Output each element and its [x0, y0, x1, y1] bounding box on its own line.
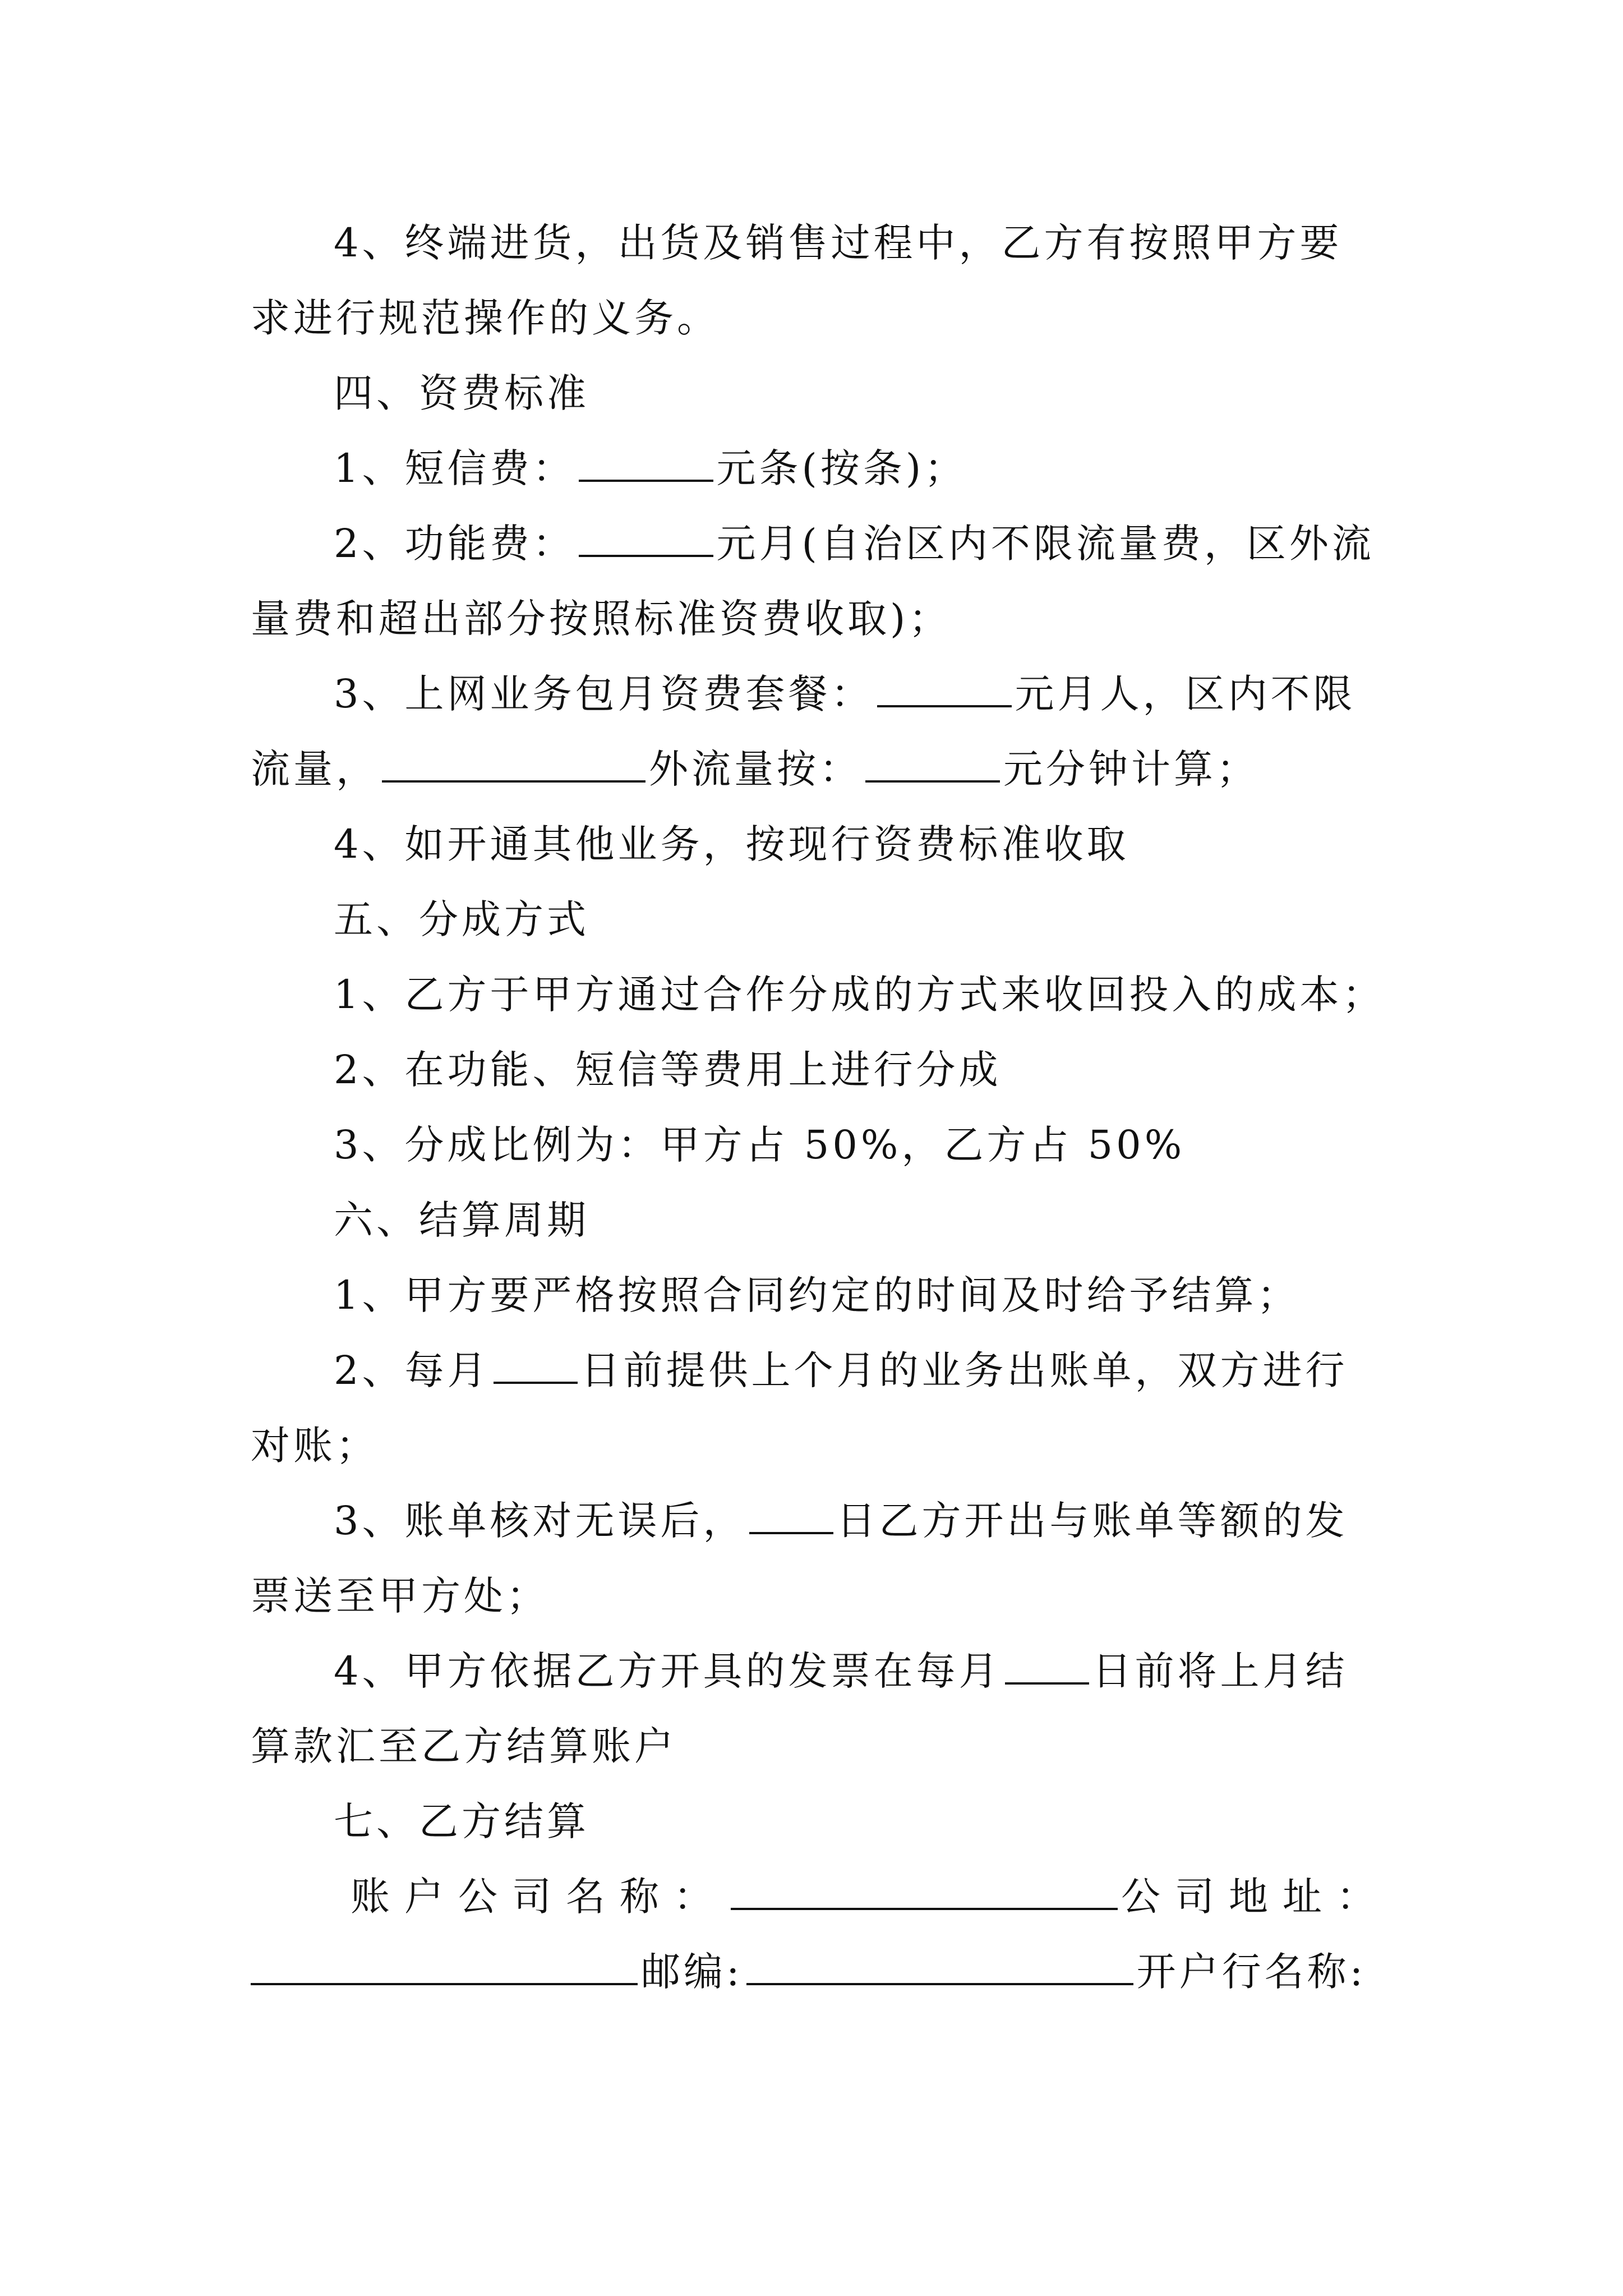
paragraph-line — [351, 1871, 1416, 1922]
section-heading — [334, 368, 1399, 418]
text: 日前提供上个月的业务出账单，双方进行 — [580, 1347, 1348, 1393]
paragraph-line — [251, 293, 1395, 343]
text: 开户行名称: — [1136, 1949, 1367, 1995]
text: 4、如开通其他业务，按现行资费标准收取 — [334, 821, 1129, 867]
text: 2、每月 — [334, 1347, 490, 1393]
fill-in-blank — [579, 446, 713, 482]
fill-in-blank — [251, 1949, 638, 1985]
text: 2、功能费： — [334, 521, 575, 567]
text: 邮编: — [641, 1949, 743, 1995]
fill-in-blank — [746, 1949, 1133, 1985]
fill-in-blank — [579, 521, 713, 557]
text: 元条(按条)； — [716, 445, 967, 491]
fill-in-blank — [494, 1348, 578, 1384]
paragraph-line — [251, 1571, 1395, 1621]
paragraph-line — [251, 1420, 1395, 1471]
paragraph-line — [334, 218, 1399, 268]
text: 元月(自治区内不限流量费，区外流 — [716, 521, 1375, 567]
fill-in-blank — [382, 747, 645, 783]
text: 4、甲方依据乙方开具的发票在每月 — [334, 1648, 1002, 1694]
paragraph-line — [334, 969, 1399, 1020]
text: 日乙方开出与账单等额的发 — [836, 1498, 1348, 1544]
text: 1、短信费： — [334, 445, 575, 491]
heading-text: 四、资费标准 — [334, 370, 589, 416]
paragraph-line — [334, 1045, 1399, 1095]
text: 求进行规范操作的义务。 — [251, 295, 720, 341]
text: 票送至甲方处； — [251, 1573, 549, 1619]
paragraph-line — [251, 1947, 1395, 1997]
text: 3、账单核对无误后， — [334, 1498, 746, 1544]
text: 量费和超出部分按照标准资费收取)； — [251, 596, 952, 642]
text: 元月人，区内不限 — [1015, 671, 1356, 717]
text: 算款汇至乙方结算账户 — [251, 1723, 677, 1769]
text: 1、甲方要严格按照合同约定的时间及时给予结算； — [334, 1272, 1300, 1318]
text: 公司地址： — [1121, 1874, 1390, 1920]
paragraph-line — [334, 1120, 1399, 1170]
fill-in-blank — [749, 1498, 833, 1534]
text: 日前将上月结 — [1092, 1648, 1348, 1694]
paragraph-line — [251, 744, 1395, 794]
paragraph-line — [334, 443, 1399, 494]
text: 2、在功能、短信等费用上进行分成 — [334, 1047, 1002, 1093]
text: 4、终端进货，出货及销售过程中，乙方有按照甲方要 — [334, 220, 1343, 266]
heading-text: 六、结算周期 — [334, 1197, 589, 1243]
fill-in-blank — [865, 747, 1000, 783]
fill-in-blank — [731, 1874, 1118, 1910]
paragraph-line — [251, 593, 1395, 644]
fill-in-blank — [1005, 1649, 1089, 1685]
text: 外流量按： — [649, 746, 862, 792]
fill-in-blank — [877, 671, 1012, 707]
text: 对账； — [251, 1423, 379, 1469]
text: 账户公司名称： — [351, 1874, 727, 1920]
paragraph-line — [334, 819, 1399, 869]
heading-text: 七、乙方结算 — [334, 1798, 589, 1844]
heading-text: 五、分成方式 — [334, 896, 589, 942]
section-heading — [334, 1195, 1399, 1245]
section-heading — [334, 894, 1399, 945]
text: 1、乙方于甲方通过合作分成的方式来收回投入的成本； — [334, 972, 1385, 1018]
text: 3、上网业务包月资费套餐： — [334, 671, 874, 717]
paragraph-line — [251, 1721, 1395, 1772]
paragraph-line — [334, 669, 1399, 719]
text: 3、分成比例为：甲方占 50%，乙方占 50% — [334, 1122, 1186, 1168]
section-heading — [334, 1796, 1399, 1847]
paragraph-line — [334, 1646, 1399, 1696]
paragraph-line — [334, 1496, 1399, 1546]
paragraph-line — [334, 1345, 1399, 1396]
paragraph-line — [334, 1270, 1399, 1320]
text: 流量， — [251, 746, 379, 792]
paragraph-line — [334, 518, 1399, 569]
text: 元分钟计算； — [1003, 746, 1259, 792]
